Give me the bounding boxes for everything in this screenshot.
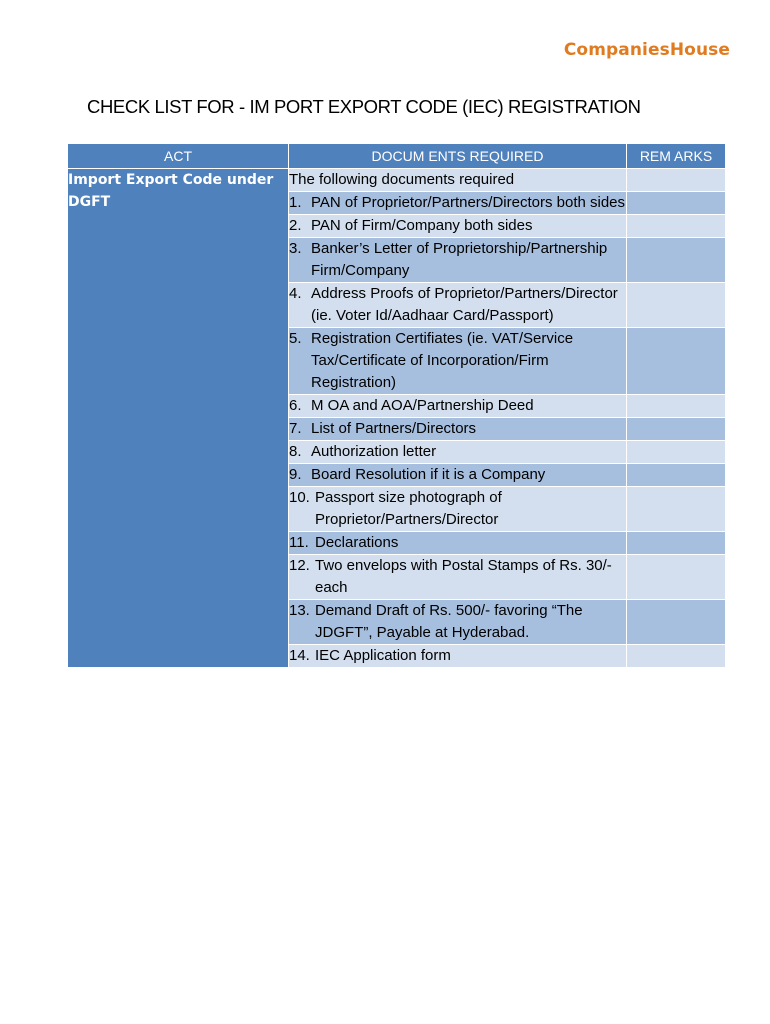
remarks-cell xyxy=(627,395,726,418)
item-text: Authorization letter xyxy=(311,443,437,460)
item-text: PAN of Firm/Company both sides xyxy=(311,217,533,234)
table-row xyxy=(68,169,726,192)
item-number: 5. xyxy=(289,330,302,347)
item-number: 6. xyxy=(289,397,302,414)
document-item xyxy=(289,328,627,395)
remarks-cell xyxy=(627,192,726,215)
item-number: 8. xyxy=(289,443,302,460)
documents-intro: The following documents required xyxy=(289,169,627,192)
document-item xyxy=(289,645,627,668)
document-item xyxy=(289,532,627,555)
item-text: List of Partners/Directors xyxy=(311,420,477,437)
document-item xyxy=(289,283,627,328)
remarks-cell xyxy=(627,215,726,238)
item-text: Board Resolution if it is a Company xyxy=(311,466,546,483)
column-header-documents: DOCUM ENTS REQUIRED xyxy=(289,144,627,169)
item-text: Declarations xyxy=(315,534,399,551)
item-number: 13. xyxy=(289,602,310,619)
column-header-remarks: REM ARKS xyxy=(627,144,726,169)
item-text: M OA and AOA/Partnership Deed xyxy=(311,397,534,414)
companies-house-logo: CompaniesHouse xyxy=(563,40,730,60)
item-number: 1. xyxy=(289,194,302,211)
item-number: 14. xyxy=(289,647,310,664)
item-text: Banker’s Letter of Proprietorship/Partnership Firm/Company xyxy=(311,240,608,279)
remarks-cell xyxy=(627,418,726,441)
checklist-table xyxy=(67,143,726,668)
item-text: Registration Certifiates (ie. VAT/Service Tax/Certificate of Incorporation/Firm Registration) xyxy=(311,330,574,391)
act-cell: Import Export Code under DGFT xyxy=(68,169,289,668)
remarks-cell xyxy=(627,645,726,668)
document-item xyxy=(289,600,627,645)
remarks-cell xyxy=(627,328,726,395)
column-header-act: ACT xyxy=(68,144,289,169)
item-text: Demand Draft of Rs. 500/- favoring “The JDGFT”, Payable at Hyderabad. xyxy=(315,602,583,641)
item-text: Address Proofs of Proprietor/Partners/Director (ie. Voter Id/Aadhaar Card/Passport) xyxy=(311,285,618,324)
document-item xyxy=(289,464,627,487)
remarks-cell xyxy=(627,464,726,487)
document-item xyxy=(289,555,627,600)
item-number: 4. xyxy=(289,285,302,302)
item-number: 10. xyxy=(289,489,310,506)
item-text: IEC Application form xyxy=(315,647,451,664)
remarks-cell xyxy=(627,532,726,555)
document-item xyxy=(289,238,627,283)
item-number: 12. xyxy=(289,557,310,574)
item-number: 9. xyxy=(289,466,302,483)
document-item xyxy=(289,487,627,532)
remarks-cell xyxy=(627,238,726,283)
item-text: Two envelops with Postal Stamps of Rs. 30/- each xyxy=(315,557,612,596)
remarks-cell xyxy=(627,283,726,328)
page-title: CHECK LIST FOR - IM PORT EXPORT CODE (IEC) REGISTRATION xyxy=(87,96,641,117)
document-item xyxy=(289,418,627,441)
remarks-cell xyxy=(627,487,726,532)
document-item xyxy=(289,395,627,418)
item-number: 11. xyxy=(289,534,309,551)
item-number: 3. xyxy=(289,240,302,257)
item-text: Passport size photograph of Proprietor/Partners/Director xyxy=(315,489,502,528)
remarks-cell xyxy=(627,441,726,464)
remarks-cell xyxy=(627,555,726,600)
item-number: 7. xyxy=(289,420,302,437)
document-item xyxy=(289,215,627,238)
document-item xyxy=(289,192,627,215)
remarks-cell xyxy=(627,600,726,645)
document-item xyxy=(289,441,627,464)
item-text: PAN of Proprietor/Partners/Directors both sides xyxy=(311,194,626,211)
remarks-cell xyxy=(627,169,726,192)
table-header-row xyxy=(68,144,726,169)
item-number: 2. xyxy=(289,217,302,234)
